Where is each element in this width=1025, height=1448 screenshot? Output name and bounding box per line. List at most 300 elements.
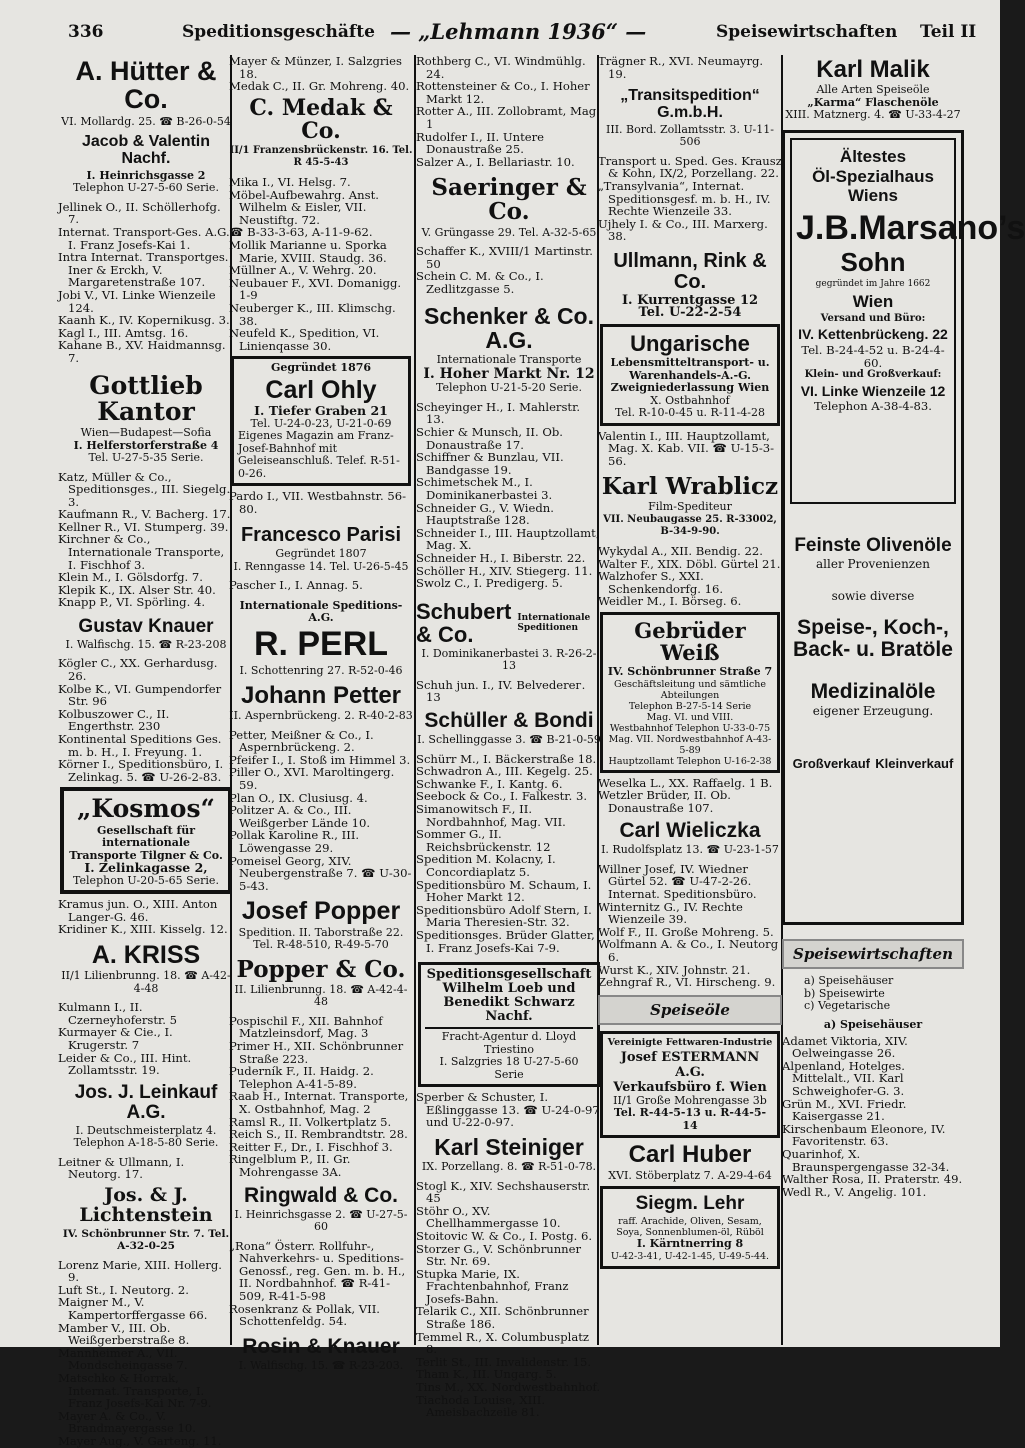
directory-entry: Alpenland, Hotelges. Mittelalt., VII. Karl Schweighofer-G. 3. [782,1058,905,1098]
directory-entry: Schürr M., I. Bäckerstraße 18. [416,751,597,766]
directory-entry: Kaufmann R., V. Bacherg. 17. [58,507,231,522]
ad-perl-name: R. PERL [253,624,389,663]
directory-entry: a) Speisehäuser [804,974,894,988]
ad-popper-co-name: Popper & Co. [236,955,406,983]
directory-entry: Walzhofer S., XXI. Schenkendorfg. 16. [598,569,724,596]
directory-entry: Rosenkranz & Pollak, VII. Schottenfeldg. 54. [229,1301,380,1329]
entry-list-b [58,471,234,610]
ad-huber-address: XVI. Stöberplatz 7. A-29-4-64 [608,1168,772,1182]
directory-entry: Pfeifer I., I. Stoß im Himmel 3. [229,752,411,767]
directory-entry: Reitter F., Dr., I. Fischhof 3. [229,1139,393,1154]
ad-marsano-line19: Kleinverkauf [875,755,954,771]
ad-ohly-line3: Eigenes Magazin am Franz-Josef-Bahnhof mit Geleiseanschluß. Telef. R-51-0-26. [238,429,400,480]
ad-parisi-name: Francesco Parisi [240,524,402,547]
page-header [0,0,1000,48]
directory-entry: Storzer G., V. Schönbrunner Str. Nr. 69. [416,1241,582,1269]
ad-loeb-line3: Fracht-Agentur d. Lloyd Triestino [425,1027,593,1056]
ad-marsano-line17: eigener Erzeugung. [812,703,934,718]
ad-lehr-line3: U-42-3-41, U-42-1-45, U-49-5-44. [610,1250,770,1262]
directory-entry: Stöhr O., XV. Chellhammergasse 10. [416,1203,561,1231]
ad-kosmos-box [60,787,232,894]
ad-ullmann-name: Ullmann, Rink & Co. [613,249,767,293]
directory-entry: Kramus jun. O., XIII. Anton Langer-G. 46. [58,897,218,924]
ad-marsano-line1: Ältestes [839,146,907,166]
directory-entry: Simanowitsch F., II. Nordbahnhof, Mag. VII. [416,801,566,829]
ad-medak-name: C. Medak & Co. [249,94,393,144]
directory-entry: Scheyinger H., I. Mahlerstr. 13. [416,399,581,427]
directory-entry: Wolfmann A. & Co., I. Neutorg 6. [598,937,779,964]
entry-list-a [782,1035,964,1199]
directory-entry: Tins M., XX. Nordwestbahnhof. [416,1380,601,1395]
directory-entry: Winternitz G., IV. Rechte Wienzeile 39. [598,899,743,927]
ad-petter-name: Johann Petter [240,682,402,709]
ad-ullmann-line2: Tel. U-22-2-54 [638,305,742,321]
ad-perl-top: Internationale Speditions-A.G. [239,598,403,625]
directory-entry: Mayer Aug., V. Garteng. 11. [58,1434,222,1448]
directory-entry: Neufeld K., Spedition, VI. Linienqasse 30. [229,326,380,353]
section-header-speisewirtschaften: Speisewirtschaften [782,939,964,970]
ad-schenker-line3: Telephon U-21-5-20 Serie. [436,381,582,395]
ad-ringwald-name: Ringwald & Co. [244,1183,398,1207]
directory-entry: Schwanke F., I. Kantg. 6. [416,776,563,791]
directory-entry: Schneider G., V. Wiedn. Hauptstraße 128. [416,500,554,528]
ad-wrablicz-name: Karl Wrablicz [601,473,779,501]
ad-marsano-line10: VI. Linke Wienzeile 12 [800,382,946,399]
entry-list-d [58,898,234,936]
directory-entry: Transport u. Sped. Ges. Krausz & Kohn, IX/2, Porzellang. 22. [598,153,782,181]
directory-entry: Schneider I., III. Hauptzollamt, Mag. X. [416,525,600,553]
directory-entry: Katz, Müller & Co., Speditionsges., III. Siegelg. 3. [58,469,231,509]
ad-kosmos-line3: Telephon U-20-5-65 Serie. [73,873,219,887]
entry-list-c [416,401,602,590]
ad-schenker-name: Schenker & Co. A.G. [424,302,594,353]
directory-entry: Neuberger K., III. Klimschg. 38. [229,300,396,328]
directory-entry: Internat. Transport-Ges. A.G., I. Franz Josefs-Kai 1. [58,224,234,252]
ad-loeb-line1: Speditionsgesellschaft [426,967,592,983]
ad-marsano-line13: aller Provenienzen [816,556,930,571]
ad-huber-name: Carl Huber [628,1141,752,1169]
column-1 [58,55,234,1448]
ad-kantor-line2: I. Helferstorferstraße 4 [73,438,219,452]
ad-loeb-line4: I. Salzgries 18 U-27-5-60 Serie [439,1055,579,1081]
ad-ungarische-line1: Lebensmitteltransport- u. Warenhandels-A.-G. [610,356,770,382]
directory-entry: Wolf F., II. Große Mohreng. 5. [598,924,774,939]
ad-estermann-line4: Tel. R-44-5-13 u. R-44-5-14 [613,1106,767,1132]
entry-list-f [58,1156,234,1181]
ad-schuller-name: Schüller & Bondi [424,709,594,733]
directory-entry: Quarinhof, X. Braunspergengasse 32-34. [782,1146,950,1174]
ad-knauer-address: I. Walfischg. 15. ☎ R-23-208 [65,637,227,651]
ad-marsano-line6: Versand und Büro: [820,312,926,324]
directory-entry: Klein M., I. Gölsdorfg. 7. [58,570,203,585]
ad-wieliczka-address: I. Rudolfsplatz 13. ☎ U-23-1-57 [601,843,779,857]
ad-ungarische-line3: X. Ostbahnhof [650,393,730,407]
entry-list-a [229,55,413,93]
ad-ohly-name: Carl Ohly [265,375,377,404]
part-label: Teil II [920,22,977,42]
directory-entry: Luft St., I. Neutorg. 2. [58,1282,189,1297]
directory-entry: Willner Josef, IV. Wiedner Gürtel 52. ☎ U-47-2-26. Internat. Speditionsbüro. [598,861,757,902]
directory-entry: Kagl I., III. Amtsg. 16. [58,325,189,340]
directory-entry: Temmel R., X. Columbusplatz 8. [416,1329,590,1357]
entry-list-a [416,55,602,168]
directory-entry: Kontinental Speditions Ges. m. b. H., I. Freyung. 1. [58,732,222,759]
directory-entry: Wykydal A., XII. Bendig. 22. [598,543,763,558]
directory-entry: Mayer A. & Co., V. Brandmayergasse 10. [58,1408,196,1436]
directory-entry: Müllner A., V. Wehrg. 20. [229,263,377,278]
entry-list-b [229,176,413,352]
ad-ungarische-name: Ungarische [630,330,750,356]
directory-entry: Stoitovic W. & Co., I. Postg. 6. [416,1228,593,1243]
ad-marsano-line9: Klein- und Großverkauf: [804,369,942,381]
ad-kantor-line1: Wien—Budapest—Sofia [80,426,212,439]
ad-marsano-name: J.B.Marsano’s [796,209,1025,248]
directory-entry: Matschko & Horrak, Internat. Transporte, I. Franz Josefs-Kai Nr. 7-9. [58,1371,212,1411]
directory-entry: Plan O., IX. Clusiusg. 4. [229,790,368,805]
ad-lehr-line2: I. Kärntnerring 8 [636,1237,744,1250]
ad-popper-name: Josef Popper [241,897,401,926]
ad-transit-address: III. Bord. Zollamtsstr. 3. U-11-506 [606,122,774,149]
ad-schenker-line1: Internationale Transporte [436,352,582,366]
directory-entry: Mayer & Münzer, I. Salzgries 18. [229,54,402,81]
directory-entry: Schimetschek M., I. Dominikanerbastei 3. [416,475,553,502]
ad-steiniger-address: IX. Porzellang. 8. ☎ R-51-0-78. [421,1160,597,1174]
ad-estermann-name: Josef ESTERMANN A.G. [620,1049,760,1080]
directory-entry: c) Vegetarische [804,999,891,1013]
directory-entry: Körner I., Speditionsbüro, I. Zelinkag. 5. ☎ U-26-2-83. [58,757,224,784]
directory-entry: Pollak Karoline R., III. Löwengasse 29. [229,828,360,856]
ad-estermann-line2: Verkaufsbüro f. Wien [613,1079,767,1095]
ad-ungarische-line4: Tel. R-10-0-45 u. R-11-4-28 [615,406,765,420]
directory-entry: Kellner R., VI. Stumperg. 39. [58,519,229,534]
section-header-speiseole: Speiseöle [598,995,782,1026]
directory-entry: Pascher I., I. Annag. 5. [229,578,363,593]
ad-weiss-box [600,612,780,773]
directory-entry: Mamber V., III. Ob. Weißgerberstraße 8. [58,1320,190,1348]
section-right: Speisewirtschaften [716,22,898,42]
ad-malik-line2: „Karma“ Flaschenöle [807,95,939,109]
ad-marsano-line8: Tel. B-24-4-52 u. B-24-4-60. [801,342,945,370]
ad-leinkauf-line1: I. Deutschmeisterplatz 4. [75,1123,217,1137]
directory-entry: Mika I., VI. Helsg. 7. [229,174,351,189]
directory-entry: Leider & Co., III. Hint. Zollamtsstr. 19. [58,1050,192,1078]
directory-entry: Klepik K., IX. Alser Str. 40. [58,582,216,597]
entry-list-g [229,1240,413,1328]
entry-list-a [598,55,782,80]
section-left: Speditionsgeschäfte [182,22,375,42]
ad-steiniger-name: Karl Steiniger [434,1133,584,1160]
ad-ungarische-line2: Zweigniederlassung Wien [610,381,770,395]
directory-entry: Trägner R., XVI. Neumayrg. 19. [598,54,764,81]
page-number: 336 [68,22,104,42]
ad-marsano-line2: Öl-Spezialhaus [812,166,934,186]
ad-ungarische-box [600,324,780,426]
ad-kosmos-name: „Kosmos“ [77,794,215,824]
directory-entry: Kaanh K., IV. Kopernikusg. 3. [58,313,230,328]
directory-entry: Sperber & Schuster, I. Eßlinggasse 13. ☎ U-24-0-97 und U-22-0-97. [416,1090,600,1130]
ad-weiss-line5: Westbahnhof Telephon U-33-0-75 [609,722,771,734]
ad-saeringer-address: V. Grüngasse 29. Tel. A-32-5-65 [421,225,597,239]
ad-lichtenstein-name: Jos. & J. Lichtenstein [79,1183,213,1226]
ad-ullmann-line1: I. Kurrentgasse 12 [621,292,759,308]
directory-entry: Rudolfer I., II. Untere Donaustraße 25. [416,129,545,157]
column-2 [229,54,413,1372]
directory-entry: Piller O., XVI. Maroltingerg. 59. [229,765,395,793]
ad-weiss-line4: Mag. VI. und VIII. [646,711,734,723]
ad-weiss-line2: Geschäftsleitung und sämtliche Abteilungen [613,678,767,701]
directory-entry: Wetzler Brüder, II. Ob. Donaustraße 107. [598,788,731,815]
directory-entry: Kolbuszower C., II. Engerthstr. 230 [58,706,170,734]
speisewirtschaften-contents [782,975,964,1013]
entry-list-f [416,1091,602,1129]
ad-ringwald-address: I. Heinrichsgasse 2. ☎ U-27-5-60 [234,1207,408,1234]
directory-entry: Grün M., XVI. Friedr. Kaisergasse 21. [782,1096,907,1124]
ad-marsano-sales [790,755,956,771]
directory-entry: Neubauer F., XVI. Domanigg. 1-9 [229,275,402,303]
ad-ohly-line2: Tel. U-24-0-23, U-21-0-69 [250,416,392,430]
ad-marsano-line16: Medizinalöle [810,679,936,703]
ad-estermann-box [600,1031,780,1138]
directory-entry: Schiffner & Bunzlau, VII. Bandgasse 19. [416,450,564,477]
directory-entry: Spedition M. Kolacny, I. Concordiaplatz 5. [416,852,556,879]
directory-entry: Salzer A., I. Bellariastr. 10. [416,154,575,169]
ad-kantor-name: Gottlieb Kantor [89,370,203,426]
directory-entry: Knapp P., VI. Spörling. 4. [58,595,206,610]
directory-entry: Kirchner & Co., Internationale Transporte, I. Fischhof 3. [58,532,225,572]
ad-knauer-name: Gustav Knauer [78,616,214,638]
ad-loeb-line2: Wilhelm Loeb und Benedikt Schwarz Nachf. [442,981,576,1025]
ad-leinkauf-line2: Telephon A-18-5-80 Serie. [73,1136,219,1150]
entry-list-e [229,729,413,893]
ad-marsano-line4: gegründet im Jahre 1662 [815,279,931,290]
ad-marsano-line18: Großverkauf [792,755,870,771]
ad-marsano-box [782,130,1025,925]
ad-marsano-line11: Telephon A-38-4-83. [814,399,932,414]
ad-marsano-line12: Feinste Olivenöle [794,534,952,556]
ad-lehr-name: Siegm. Lehr [635,1193,745,1215]
ad-estermann-line3: II/1 Große Mohrengasse 3b [613,1093,767,1107]
entry-list-a [58,201,234,365]
directory-entry: Kögler C., XX. Gerhardusg. 26. [58,656,218,684]
directory-entry: Terlit St., III. Invalidenstr. 15. [416,1354,592,1369]
directory-entry: Rothberg C., VI. Windmühlg. 24. [416,54,586,81]
ad-marsano-line5: Wien [852,291,894,311]
directory-entry: Schier & Munsch, II. Ob. Donaustraße 17. [416,424,563,452]
column-4 [598,55,782,1340]
directory-entry: Schuh jun. I., IV. Belvederег. 13 [416,677,586,705]
directory-entry: Speditionsbüro M. Schaum, I. Hoher Markt 12. [416,877,592,905]
directory-entry: Zehngraf R., VI. Hirscheng. 9. [598,975,776,990]
directory-entry: Walther Rosa, II. Praterstr. 49. [782,1172,963,1187]
directory-entry: Kulmann I., II. Czerneyhoferstr. 5 [58,1000,178,1027]
directory-entry: Speditionsbüro Adolf Stern, I. Maria Theresien-Str. 32. [416,902,592,930]
directory-entry: ☎ B-33-3-63, A-11-9-62. [229,225,373,240]
directory-entry: Leitner & Ullmann, I. Neutorg. 17. [58,1154,185,1182]
ad-kantor-line3: Tel. U-27-5-35 Serie. [88,451,204,464]
entry-list-f [229,1015,413,1179]
entry-list-d [598,545,782,608]
directory-entry: Maigner M., V. Kampertorffergasse 66. [58,1295,208,1323]
ad-schubert-name: Schubert & Co. [416,598,512,647]
directory-entry: Schein C. M. & Co., I. Zedlitzgasse 5. [416,269,544,296]
ad-lehr-box [600,1186,780,1269]
ad-popper-line2: Tel. R-48-510, R-49-5-70 [253,938,389,952]
directory-entry: Walter F., XIX. Döbl. Gürtel 21. [598,556,781,571]
directory-entry: Rotter A., III. Zollobramt, Mag. 1 [416,104,600,131]
ad-weiss-line1: IV. Schönbrunner Straße 7 [607,665,773,679]
ad-leinkauf-name: Jos. J. Leinkauf A.G. [74,1081,218,1123]
directory-entry: Stogl K., XIV. Sechshauserstr. 45 [416,1178,591,1206]
ad-schubert-address: I. Dominikanerbastei 3. R-26-2-13 [421,646,597,673]
directory-entry: Kirschenbaum Eleonore, IV. Favoritenstr. 63. [782,1121,946,1149]
directory-entry: Mollik Marianne u. Sporka Marie, XVIII. Staudg. 36. [229,237,387,265]
directory-entry: Primer H., XII. Schönbrunner Straße 223. [229,1038,404,1066]
ad-weiss-line6: Mag. VII. Nordwestbahnhof A-43-5-89 [608,733,772,756]
directory-entry: Möbel-Aufbewahrg. Anst. Wilhelm & Eisler, VII. Neustiftg. 72. [229,187,379,227]
directory-entry: Tham K., III. Ungarg. 5. [416,1367,557,1382]
ad-jacob-address: I. Heinrichsgasse 2 [86,168,206,182]
directory-entry: Politzer A. & Co., III. Weißgerber Lände 10. [229,803,371,830]
ad-marsano-line3: Wiens [848,186,898,206]
entry-list-g [58,1259,234,1448]
ad-marsano-inner [790,138,1025,504]
entry-list-c [58,657,234,783]
ad-kriss-name: A. KRISS [91,940,201,969]
entry-list-f [598,863,782,989]
directory-entry: Seebock & Co., I. Falkestr. 3. [416,789,588,804]
entry-list-d [229,579,413,592]
ad-kosmos-line1: Gesellschaft für internationale Transporte Tilgner & Co. [69,823,223,862]
entry-list-c [229,490,413,515]
ad-popper-line1: Spedition. II. Taborstraße 22. [238,925,404,939]
entry-list-b [416,245,602,295]
ad-weiss-line7: Hauptzollamt Telephon U-16-2-38 [608,755,772,767]
directory-entry: Sommer G., II. Reichsbrückenstr. 12 [416,827,551,854]
directory-entry: „Rona“ Österr. Rollfuhr-, Nahverkehrs- u. Speditions-Genossf., reg. Gen. m. b. H., II. Nordbahnhof. ☎ R-41-509, R-41-5-98 [229,1238,406,1303]
ad-schubert-header [416,598,602,648]
ad-saeringer-name: Saeringer & Co. [431,174,587,226]
ad-kriss-address: II/1 Lilienbrunng. 18. ☎ A-42-4-48 [61,969,231,995]
directory-entry: Weselka L., XX. Raffaelg. 1 B. [598,775,773,790]
entry-list-g [416,1180,602,1419]
ad-lichtenstein-address: IV. Schönbrunner Str. 7. Tel. A-32-0-25 [62,1227,230,1253]
ad-marsano-line15: Speise-, Koch-, Back- u. Bratöle [793,615,953,661]
publication-title: — „Lehmann 1936“ — [390,19,647,44]
ad-transit-name: „Transitspedition“ G.m.b.H. [620,87,760,121]
directory-entry: Petter, Meißner & Co., I. Aspernbrückeng. 2. [229,727,374,755]
ad-popper-co-address: II. Lilienbrunng. 18. ☎ A-42-4-48 [234,982,408,1009]
ad-schuller-address: I. Schellinggasse 3. ☎ B-21-0-59 [417,733,601,747]
directory-entry: Schaffer K., XVIII/1 Martinstr. 50 [416,244,593,271]
directory-entry: Weidler M., I. Börseg. 6. [598,594,742,609]
directory-entry: Kolbe K., VI. Gumpendorfer Str. 96 [58,681,222,709]
ad-ohly-box [231,356,411,486]
directory-entry: b) Speisewirte [804,986,885,1000]
ad-lehr-line1: raff. Arachide, Oliven, Sesam, Soya, Sonnenblumen-öl, Rüböl [616,1216,764,1238]
column-3 [416,54,602,1420]
entry-list-b [598,155,782,243]
directory-entry: Lorenz Marie, XIII. Hollerg. 9. [58,1257,222,1285]
directory-entry: Valentin I., III. Hauptzollamt, Mag. X. Kab. VII. ☎ U-15-3-56. [598,428,775,468]
entry-list-d [416,679,602,704]
directory-entry: Medak C., II. Gr. Mohreng. 40. [229,79,410,94]
ad-medak-address: II/1 Franzensbrückenstr. 16. Tel. R 45-5-43 [229,144,413,169]
speisehaeuser-heading: a) Speisehäuser [823,1018,923,1032]
ad-malik-line3: XIII. Matznerg. 4. ☎ U-33-4-27 [785,108,961,122]
directory-entry: Pomeisel Georg, XIV. Neubergenstraße 7. ☎ U-30-5-43. [229,853,412,893]
directory-entry: Jellinek O., II. Schöllerhofg. 7. [58,199,221,227]
directory-entry: Schöller H., XIV. Stiegerg. 11. [416,563,593,578]
entry-list-e [598,777,782,815]
ad-hutter-name: A. Hütter & Co. [75,56,217,115]
directory-entry: Ramsl R., II. Volkertplatz 5. [229,1114,392,1129]
ad-ohly-top: Gegründet 1876 [270,361,372,375]
directory-entry: Swolz C., I. Predigerg. 5. [416,576,563,591]
directory-entry: Wurst K., XIV. Johnstr. 21. [598,962,751,977]
directory-entry: Pospischil F., XII. Bahnhof Matzleinsdorf, Mag. 3 [229,1013,383,1041]
ad-malik-name: Karl Malik [816,56,930,83]
directory-entry: Stupka Marie, IX. Frachtenbahnhof, Franz Josefs-Bahn. [416,1266,569,1306]
ad-kosmos-line2: I. Zelinkagasse 2, [84,860,208,876]
ad-petter-address: II. Aspernbrückeng. 2. R-40-2-83 [229,709,413,723]
directory-entry: Ringelblum P., II. Gr. Mohrengasse 3A. [229,1152,351,1179]
ad-ohly-line1: I. Tiefer Graben 21 [254,403,388,419]
ad-marsano-line7: IV. Kettenbrückeng. 22 [798,326,948,343]
directory-entry: Rottensteiner & Co., I. Hoher Markt 12. [416,79,590,106]
ad-schubert-side: Internationale Speditionen [517,612,591,633]
ad-wieliczka-name: Carl Wieliczka [619,819,761,843]
ad-hutter-address: VI. Mollardg. 25. ☎ B-26-0-54 [61,114,231,128]
ad-perl-address: I. Schottenring 27. R-52-0-46 [239,663,403,677]
ad-marsano-sohn: Sohn [840,246,906,277]
directory-entry: Wedl R., V. Angelig. 101. [782,1184,927,1199]
ad-rosin-address: I. Walfischg. 15. ☎ R-23-203. [238,1358,404,1372]
directory-entry: Mannheimer A., VII. Mondscheingasse 7. [58,1345,188,1373]
directory-entry: Raab H., Internat. Transporte, X. Ostbahnhof, Mag. 2 [229,1089,409,1116]
directory-entry: Puderník F., II. Haidg. 2. Telephon A-41-5-89. [229,1064,374,1091]
directory-entry: Tiachoda Louise, XIII. Ameisbachzeile 81. [416,1392,546,1420]
ad-marsano-line14: sowie diverse [831,589,915,604]
column-5 [782,55,1025,1340]
directory-entry: „Transylvania“, Internat. Speditionsgesf. m. b. H., IV. Rechte Wienzeile 33. [598,178,771,219]
ad-wrablicz-line2: VII. Neubaugasse 25. R-33002, B-34-9-90. [603,513,777,538]
directory-entry: Pardo I., VII. Westbahnstr. 56-80. [229,489,406,516]
ad-jacob-phone: Telephon U-27-5-60 Serie. [73,181,219,195]
ad-jacob-name: Jacob & Valentin Nachf. [81,133,211,167]
entry-list-e [416,753,602,955]
ad-weiss-line3: Telephon B-27-5-14 Serie [628,700,752,712]
directory-entry: Telarik C., XII. Schönbrunner Straße 186. [416,1304,589,1332]
directory-entry: Kahane B., XV. Haidmannsg. 7. [58,338,226,365]
ad-weiss-name: Gebrüder Weiß [634,617,746,665]
ad-malik-line1: Alle Arten Speiseöle [816,83,930,97]
directory-entry: Kurmayer & Cie., I. Krugerstr. 7 [58,1025,173,1052]
directory-entry: Jobi V., VI. Linke Wienzeile 124. [58,287,216,315]
directory-entry: Ujhely I. & Co., III. Marxerg. 38. [598,216,768,244]
directory-entry: Kridiner K., XIII. Kisselg. 12. [58,922,228,937]
ad-rosin-name: Rosin & Knauer [242,1334,400,1358]
ad-parisi-line1: Gegründet 1807 [275,547,367,561]
directory-entry: Schwadron A., III. Kegelg. 25. [416,764,593,779]
directory-entry: Reich S., II. Rembrandtstr. 28. [229,1127,408,1142]
ad-wrablicz-line1: Film-Spediteur [648,500,732,514]
ad-parisi-line2: I. Renngasse 14. Tel. U-26-5-45 [233,559,409,573]
directory-entry: Schneider H., I. Biberstr. 22. [416,550,586,565]
ad-estermann-line1: Vereinigte Fettwaren-Industrie [607,1037,773,1049]
directory-entry: Intra Internat. Transportges. Iner & Erckh, V. Margaretenstraße 107. [58,250,229,290]
entry-list-c [598,430,782,468]
entry-list-e [58,1001,234,1077]
